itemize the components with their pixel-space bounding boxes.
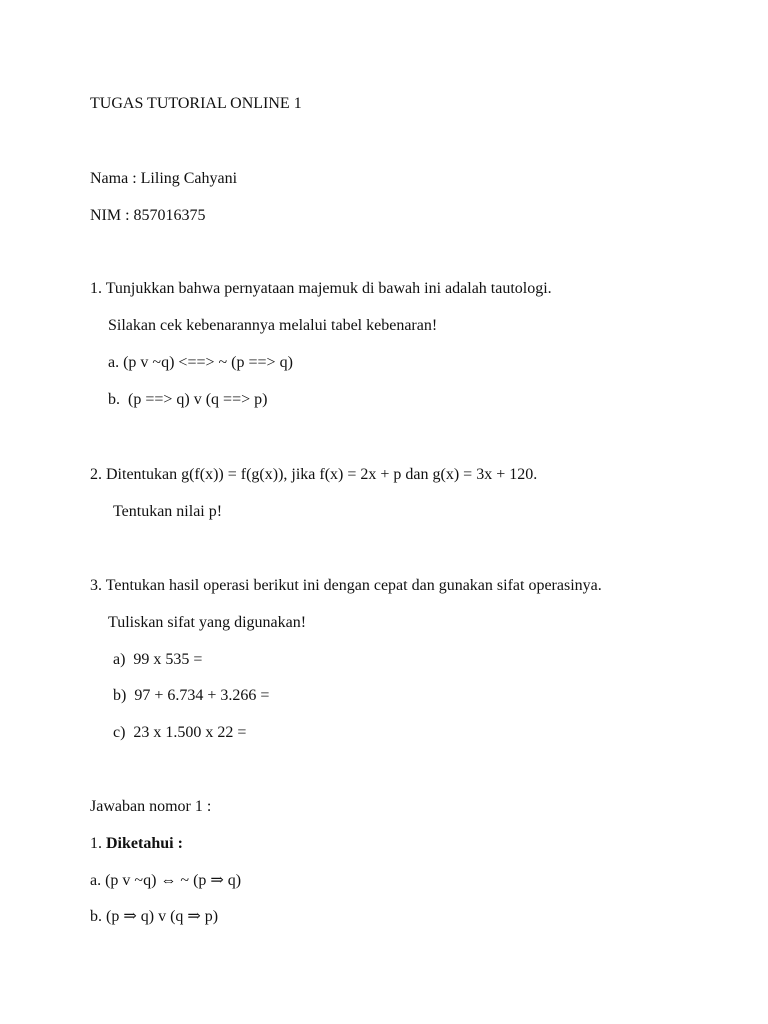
question-2-text: 2. Ditentukan g(f(x)) = f(g(x)), jika f(x) = 2x + p dan g(x) = 3x + 120.: [90, 466, 538, 483]
student-nim: NIM : 857016375: [90, 207, 206, 224]
question-3-item-b: b) 97 + 6.734 + 3.266 =: [113, 687, 270, 704]
document-title: TUGAS TUTORIAL ONLINE 1: [90, 95, 302, 112]
question-3-text: 3. Tentukan hasil operasi berikut ini dengan cepat dan gunakan sifat operasinya.: [90, 577, 602, 594]
question-3-item-c: c) 23 x 1.500 x 22 =: [113, 724, 247, 741]
student-name: Nama : Liling Cahyani: [90, 170, 238, 187]
answer-item-1-label: Diketahui :: [106, 835, 183, 852]
answer-item-1: [90, 834, 183, 854]
question-1-item-a: a. (p v ~q) <==> ~ (p ==> q): [108, 354, 293, 371]
question-1-instruction: Silakan cek kebenarannya melalui tabel kebenaran!: [108, 317, 438, 334]
question-2-instruction: Tentukan nilai p!: [113, 503, 223, 520]
answer-item-b: b. (p ⇒ q) v (q ⇒ p): [90, 908, 219, 925]
question-3-item-a: a) 99 x 535 =: [113, 651, 203, 668]
answer-item-1-number: 1.: [90, 835, 106, 852]
question-3-instruction: Tuliskan sifat yang digunakan!: [108, 614, 307, 631]
question-1-text: 1. Tunjukkan bahwa pernyataan majemuk di bawah ini adalah tautologi.: [90, 280, 552, 297]
answer-item-a: a. (p v ~q) ⇔ ~ (p ⇒ q): [90, 872, 242, 889]
answer-heading: Jawaban nomor 1 :: [90, 798, 212, 815]
question-1-item-b: b. (p ==> q) v (q ==> p): [108, 391, 268, 408]
